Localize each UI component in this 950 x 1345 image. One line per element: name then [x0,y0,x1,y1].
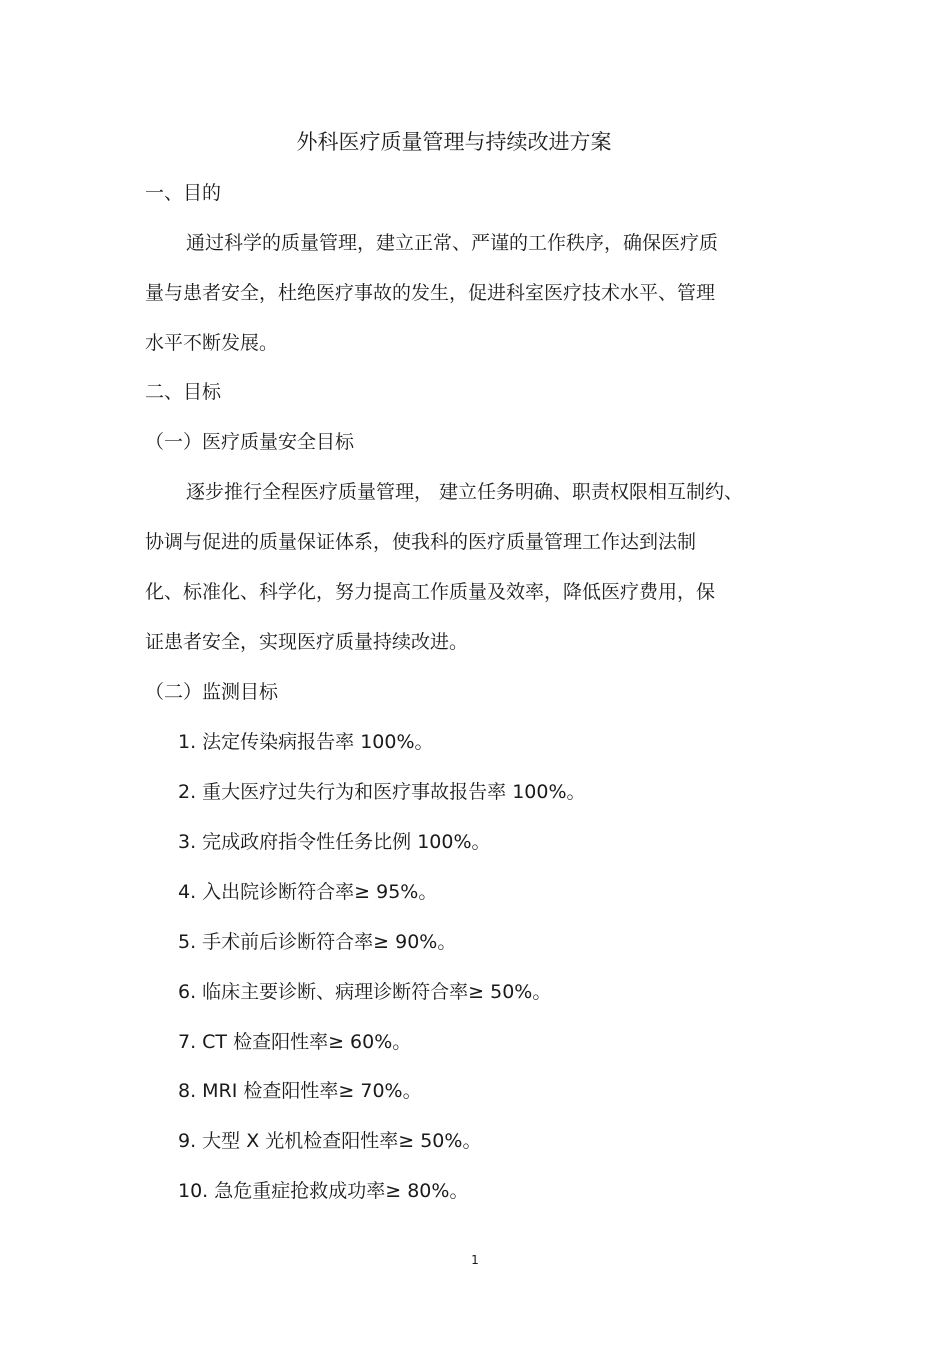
list-item: 5. 手术前后诊断符合率≥ 90%。 [178,931,457,953]
subsection-heading-monitoring: （二）监测目标 [145,681,279,703]
paragraph-line: 量与患者安全，杜绝医疗事故的发生，促进科室医疗技术水平、管理 [145,282,716,304]
list-item: 3. 完成政府指令性任务比例 100%。 [178,831,491,853]
list-item: 2. 重大医疗过失行为和医疗事故报告率 100%。 [178,781,586,803]
list-item: 1. 法定传染病报告率 100%。 [178,731,434,753]
paragraph-line: 化、标准化、科学化，努力提高工作质量及效率，降低医疗费用，保 [145,581,716,603]
document-title: 外科医疗质量管理与持续改进方案 [296,130,612,154]
list-item: 10. 急危重症抢救成功率≥ 80%。 [178,1180,469,1202]
subsection-heading-quality-safety: （一）医疗质量安全目标 [145,431,355,453]
paragraph-line: 协调与促进的质量保证体系，使我科的医疗质量管理工作达到法制 [145,531,697,553]
section-heading-goals: 二、目标 [145,381,222,403]
paragraph-line: 逐步推行全程医疗质量管理， 建立任务明确、职责权限相互制约、 [186,481,744,503]
section-heading-purpose: 一、目的 [145,182,222,204]
paragraph-line: 水平不断发展。 [145,332,279,354]
page-number: 1 [471,1253,479,1267]
list-item: 7. CT 检查阳性率≥ 60%。 [178,1031,412,1053]
list-item: 9. 大型 X 光机检查阳性率≥ 50%。 [178,1130,482,1152]
list-item: 6. 临床主要诊断、病理诊断符合率≥ 50%。 [178,981,552,1003]
paragraph-line: 证患者安全，实现医疗质量持续改进。 [145,631,469,653]
list-item: 8. MRI 检查阳性率≥ 70%。 [178,1080,422,1102]
list-item: 4. 入出院诊断符合率≥ 95%。 [178,881,438,903]
paragraph-line: 通过科学的质量管理，建立正常、严谨的工作秩序，确保医疗质 [186,232,719,254]
